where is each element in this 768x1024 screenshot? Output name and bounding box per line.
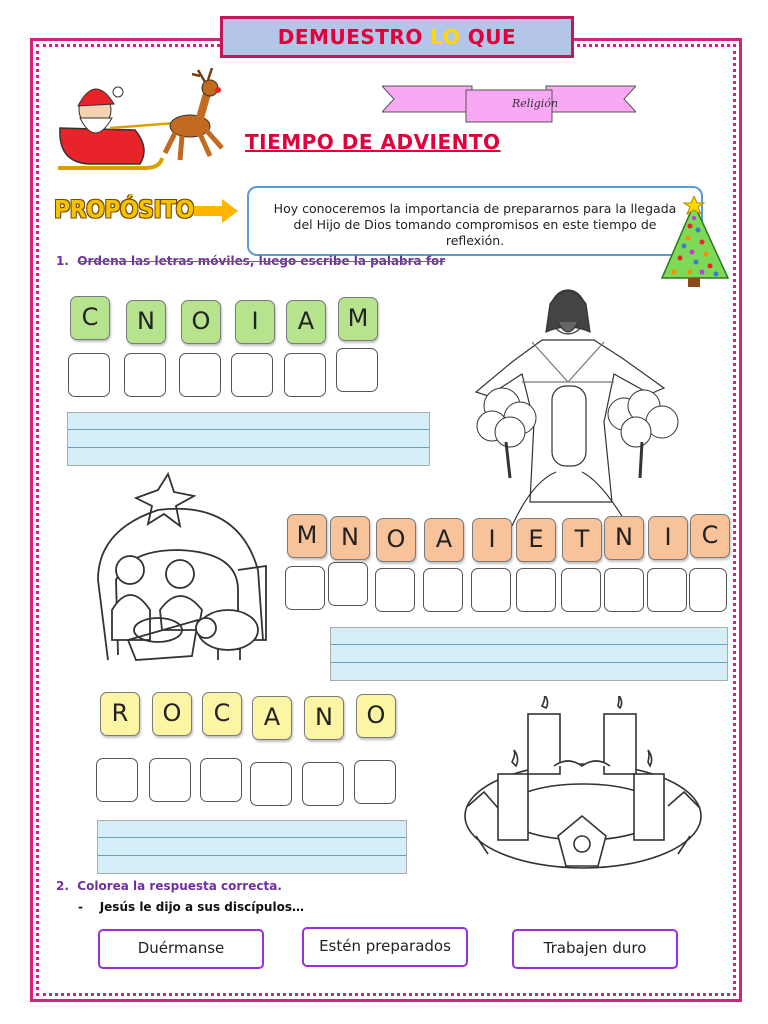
letter-tile[interactable]: T [562, 518, 602, 562]
answer-slot[interactable] [516, 568, 556, 612]
answer-slot[interactable] [285, 566, 325, 610]
question-2-bullet: - [78, 900, 83, 914]
letter-tile[interactable]: O [376, 518, 416, 562]
page-title: TIEMPO DE ADVIENTO [245, 130, 501, 154]
question-2-sub-text: Jesús le dijo a sus discípulos… [99, 900, 304, 914]
letter-tile[interactable]: M [338, 297, 378, 341]
answer-option-esten-preparados[interactable]: Estén preparados [302, 927, 468, 967]
santa-sleigh-icon [50, 68, 230, 180]
letter-tile[interactable]: A [286, 300, 326, 344]
question-2-sub [78, 900, 304, 914]
letter-tile[interactable]: N [126, 300, 166, 344]
purpose-text: Hoy conoceremos la importancia de prepararnos para la llegada del Hijo de Dios tomando compromisos en este tiempo de reflexión. [273, 201, 677, 248]
answer-slot[interactable] [96, 758, 138, 802]
question-2 [56, 879, 282, 893]
advent-wreath-icon [458, 696, 708, 886]
answer-slot[interactable] [336, 348, 378, 392]
answer-slot[interactable] [124, 353, 166, 397]
answer-slot[interactable] [604, 568, 644, 612]
answer-slot[interactable] [561, 568, 601, 612]
letter-tile[interactable]: C [690, 514, 730, 558]
letter-tile[interactable]: I [648, 516, 688, 560]
purpose-box [247, 186, 703, 256]
answer-slot[interactable] [328, 562, 368, 606]
jesus-illustration-icon [472, 282, 694, 526]
answer-slot[interactable] [375, 568, 415, 612]
answer-slot[interactable] [471, 568, 511, 612]
answer-slot[interactable] [689, 568, 727, 612]
christmas-tree-icon [660, 196, 732, 288]
arrow-right-icon [194, 198, 240, 224]
question-1 [56, 254, 445, 268]
answer-slot[interactable] [423, 568, 463, 612]
letter-tile[interactable]: O [181, 300, 221, 344]
letter-tile[interactable]: N [330, 516, 370, 560]
letter-tile[interactable]: M [287, 514, 327, 558]
question-2-number: 2. [56, 879, 69, 893]
letter-tile[interactable]: C [202, 692, 242, 736]
question-1-number: 1. [56, 254, 69, 268]
writing-lines[interactable] [330, 627, 728, 681]
question-1-text: Ordena las letras móviles, luego escribe la palabra for [77, 254, 446, 268]
answer-slot[interactable] [284, 353, 326, 397]
letter-tile[interactable]: A [252, 696, 292, 740]
proposito-label: PROPÓSITO [54, 196, 194, 225]
letter-tile[interactable]: O [152, 692, 192, 736]
answer-option-duermanse[interactable]: Duérmanse [98, 929, 264, 969]
letter-tile[interactable]: A [424, 518, 464, 562]
letter-tile[interactable]: R [100, 692, 140, 736]
header-part2: LO [430, 25, 461, 49]
writing-lines[interactable] [67, 412, 430, 466]
answer-slot[interactable] [68, 353, 110, 397]
writing-lines[interactable] [97, 820, 407, 874]
header-banner [220, 16, 574, 58]
answer-slot[interactable] [647, 568, 687, 612]
answer-slot[interactable] [149, 758, 191, 802]
ribbon-label: Religión [511, 97, 559, 110]
letter-tile[interactable]: C [70, 296, 110, 340]
answer-slot[interactable] [231, 353, 273, 397]
nativity-illustration-icon [88, 470, 278, 670]
letter-tile[interactable]: I [235, 300, 275, 344]
header-part1: DEMUESTRO [277, 25, 431, 49]
letter-tile[interactable]: N [604, 516, 644, 560]
letter-tile[interactable]: N [304, 696, 344, 740]
answer-slot[interactable] [179, 353, 221, 397]
answer-option-trabajen-duro[interactable]: Trabajen duro [512, 929, 678, 969]
question-2-text: Colorea la respuesta correcta. [77, 879, 282, 893]
answer-slot[interactable] [250, 762, 292, 806]
letter-tile[interactable]: O [356, 694, 396, 738]
letter-tile[interactable]: I [472, 518, 512, 562]
header-part3: QUE [460, 25, 517, 49]
letter-tile[interactable]: E [516, 518, 556, 562]
answer-slot[interactable] [200, 758, 242, 802]
answer-slot[interactable] [354, 760, 396, 804]
answer-slot[interactable] [302, 762, 344, 806]
